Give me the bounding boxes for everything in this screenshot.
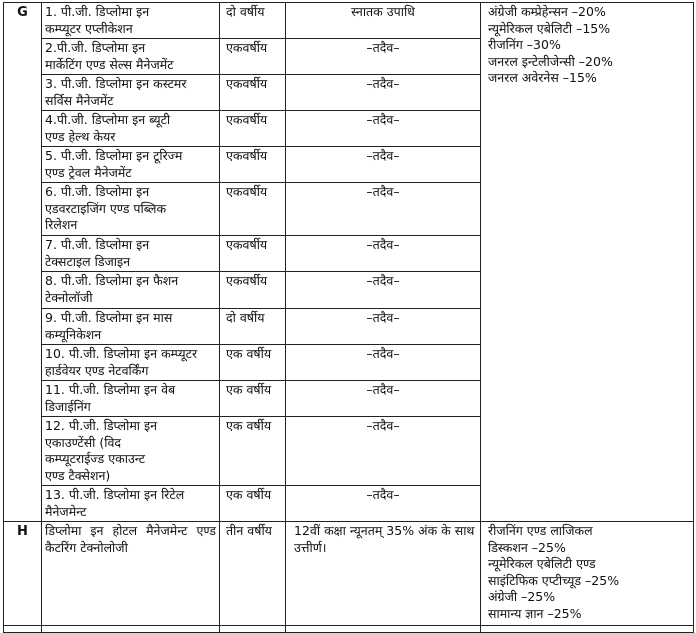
course-duration: एकवर्षीय [220, 111, 286, 147]
weightage-item: जनरल इन्टेलीजेन्सी –20% [488, 53, 613, 69]
course-name: 1. पी.जी. डिप्लोमा इन कम्प्यूटर एप्लीकेशन [42, 3, 220, 39]
table-row [4, 3, 694, 39]
course-name: 11. पी.जी. डिप्लोमा इन वेब डिजाईनिंग [42, 381, 220, 417]
course-duration: एकवर्षीय [220, 39, 286, 75]
group-code-h: H [4, 522, 42, 626]
weightage-item: न्यूमेरिकल एबेलिटी –15% [488, 20, 611, 36]
empty-cell [4, 626, 42, 633]
course-name: 2.पी.जी. डिप्लोमा इन मार्केटिंग एण्ड सेल्स मैनेजमेंट [42, 39, 220, 75]
weightage-item: रीजनिंग एण्ड लाजिकल [488, 523, 593, 538]
course-eligibility: –तदैव– [286, 309, 481, 345]
course-eligibility: –तदैव– [286, 147, 481, 183]
course-eligibility: –तदैव– [286, 417, 481, 486]
course-name: 7. पी.जी. डिप्लोमा इन टेक्सटाइल डिजाइन [42, 236, 220, 272]
course-eligibility: –तदैव– [286, 272, 481, 309]
course-eligibility: –तदैव– [286, 345, 481, 381]
course-eligibility: 12वीं कक्षा न्यूनतम् 35% अंक के साथ उत्तीर्ण। [286, 522, 481, 626]
course-eligibility: –तदैव– [286, 236, 481, 272]
course-eligibility: –तदैव– [286, 486, 481, 522]
course-duration: दो वर्षीय [220, 309, 286, 345]
group-code-g: G [4, 3, 42, 522]
weightage-item: न्यूमेरिकल एबेलिटी एण्ड [488, 556, 596, 571]
empty-cell [481, 626, 694, 633]
course-eligibility: –तदैव– [286, 75, 481, 111]
course-eligibility: –तदैव– [286, 111, 481, 147]
empty-cell [286, 626, 481, 633]
course-name: 4.पी.जी. डिप्लोमा इन ब्यूटी एण्ड हेल्थ केयर [42, 111, 220, 147]
course-duration: एक वर्षीय [220, 381, 286, 417]
empty-cell [220, 626, 286, 633]
course-name: 8. पी.जी. डिप्लोमा इन फैशन टेक्नोलॉजी [42, 272, 220, 309]
weightage-item: जनरल अवेरनेस –15% [488, 70, 597, 85]
course-duration: एकवर्षीय [220, 236, 286, 272]
course-duration: एकवर्षीय [220, 147, 286, 183]
course-name: डिप्लोमा इन होटल मैनेजमेन्ट एण्ड कैटरिंग टेक्नोलोजी [42, 522, 220, 626]
course-eligibility: स्नातक उपाधि [286, 3, 481, 39]
table-row [4, 626, 694, 633]
course-duration: एकवर्षीय [220, 75, 286, 111]
course-duration: दो वर्षीय [220, 3, 286, 39]
course-duration: एकवर्षीय [220, 183, 286, 236]
course-eligibility: –तदैव– [286, 381, 481, 417]
course-duration: एक वर्षीय [220, 417, 286, 486]
weightage-h [481, 522, 694, 626]
weightage-item: अंग्रेजी –25% [488, 589, 556, 604]
weightage-item: सामान्य ज्ञान –25% [488, 605, 582, 621]
weightage-g [481, 3, 694, 522]
weightage-item: साइंटिफिक एप्टीच्यूड –25% [488, 572, 620, 588]
weightage-item: रीजनिंग –30% [488, 37, 561, 52]
course-name: 6. पी.जी. डिप्लोमा इन एडवरटाइजिंग एण्ड पब्लिक रिलेशन [42, 183, 220, 236]
course-name: 10. पी.जी. डिप्लोमा इन कम्प्यूटर हार्डवेयर एण्ड नेटवर्किंग [42, 345, 220, 381]
course-duration: एक वर्षीय [220, 486, 286, 522]
course-duration: एक वर्षीय [220, 345, 286, 381]
course-name: 13. पी.जी. डिप्लोमा इन रिटेल मैनेजमेन्ट [42, 486, 220, 522]
course-name: 5. पी.जी. डिप्लोमा इन टूरिज्म एण्ड ट्रेवल मैनेजमेंट [42, 147, 220, 183]
empty-cell [42, 626, 220, 633]
weightage-item: अंग्रेजी कम्प्रेहेन्सन –20% [488, 4, 606, 19]
table-row [4, 522, 694, 626]
course-duration: तीन वर्षीय [220, 522, 286, 626]
course-eligibility: –तदैव– [286, 39, 481, 75]
course-name: 9. पी.जी. डिप्लोमा इन मास कम्यूनिकेशन [42, 309, 220, 345]
course-name: 12. पी.जी. डिप्लोमा इन एकाउण्टेंसी (विद कम्प्यूटराईज्ड एकाउन्ट एण्ड टैक्सेशन) [42, 417, 220, 486]
course-table [3, 2, 694, 633]
course-name: 3. पी.जी. डिप्लोमा इन कस्टमर सर्विस मैनेजमेंट [42, 75, 220, 111]
weightage-item: डिस्कशन –25% [488, 539, 566, 555]
course-eligibility: –तदैव– [286, 183, 481, 236]
course-duration: एकवर्षीय [220, 272, 286, 309]
